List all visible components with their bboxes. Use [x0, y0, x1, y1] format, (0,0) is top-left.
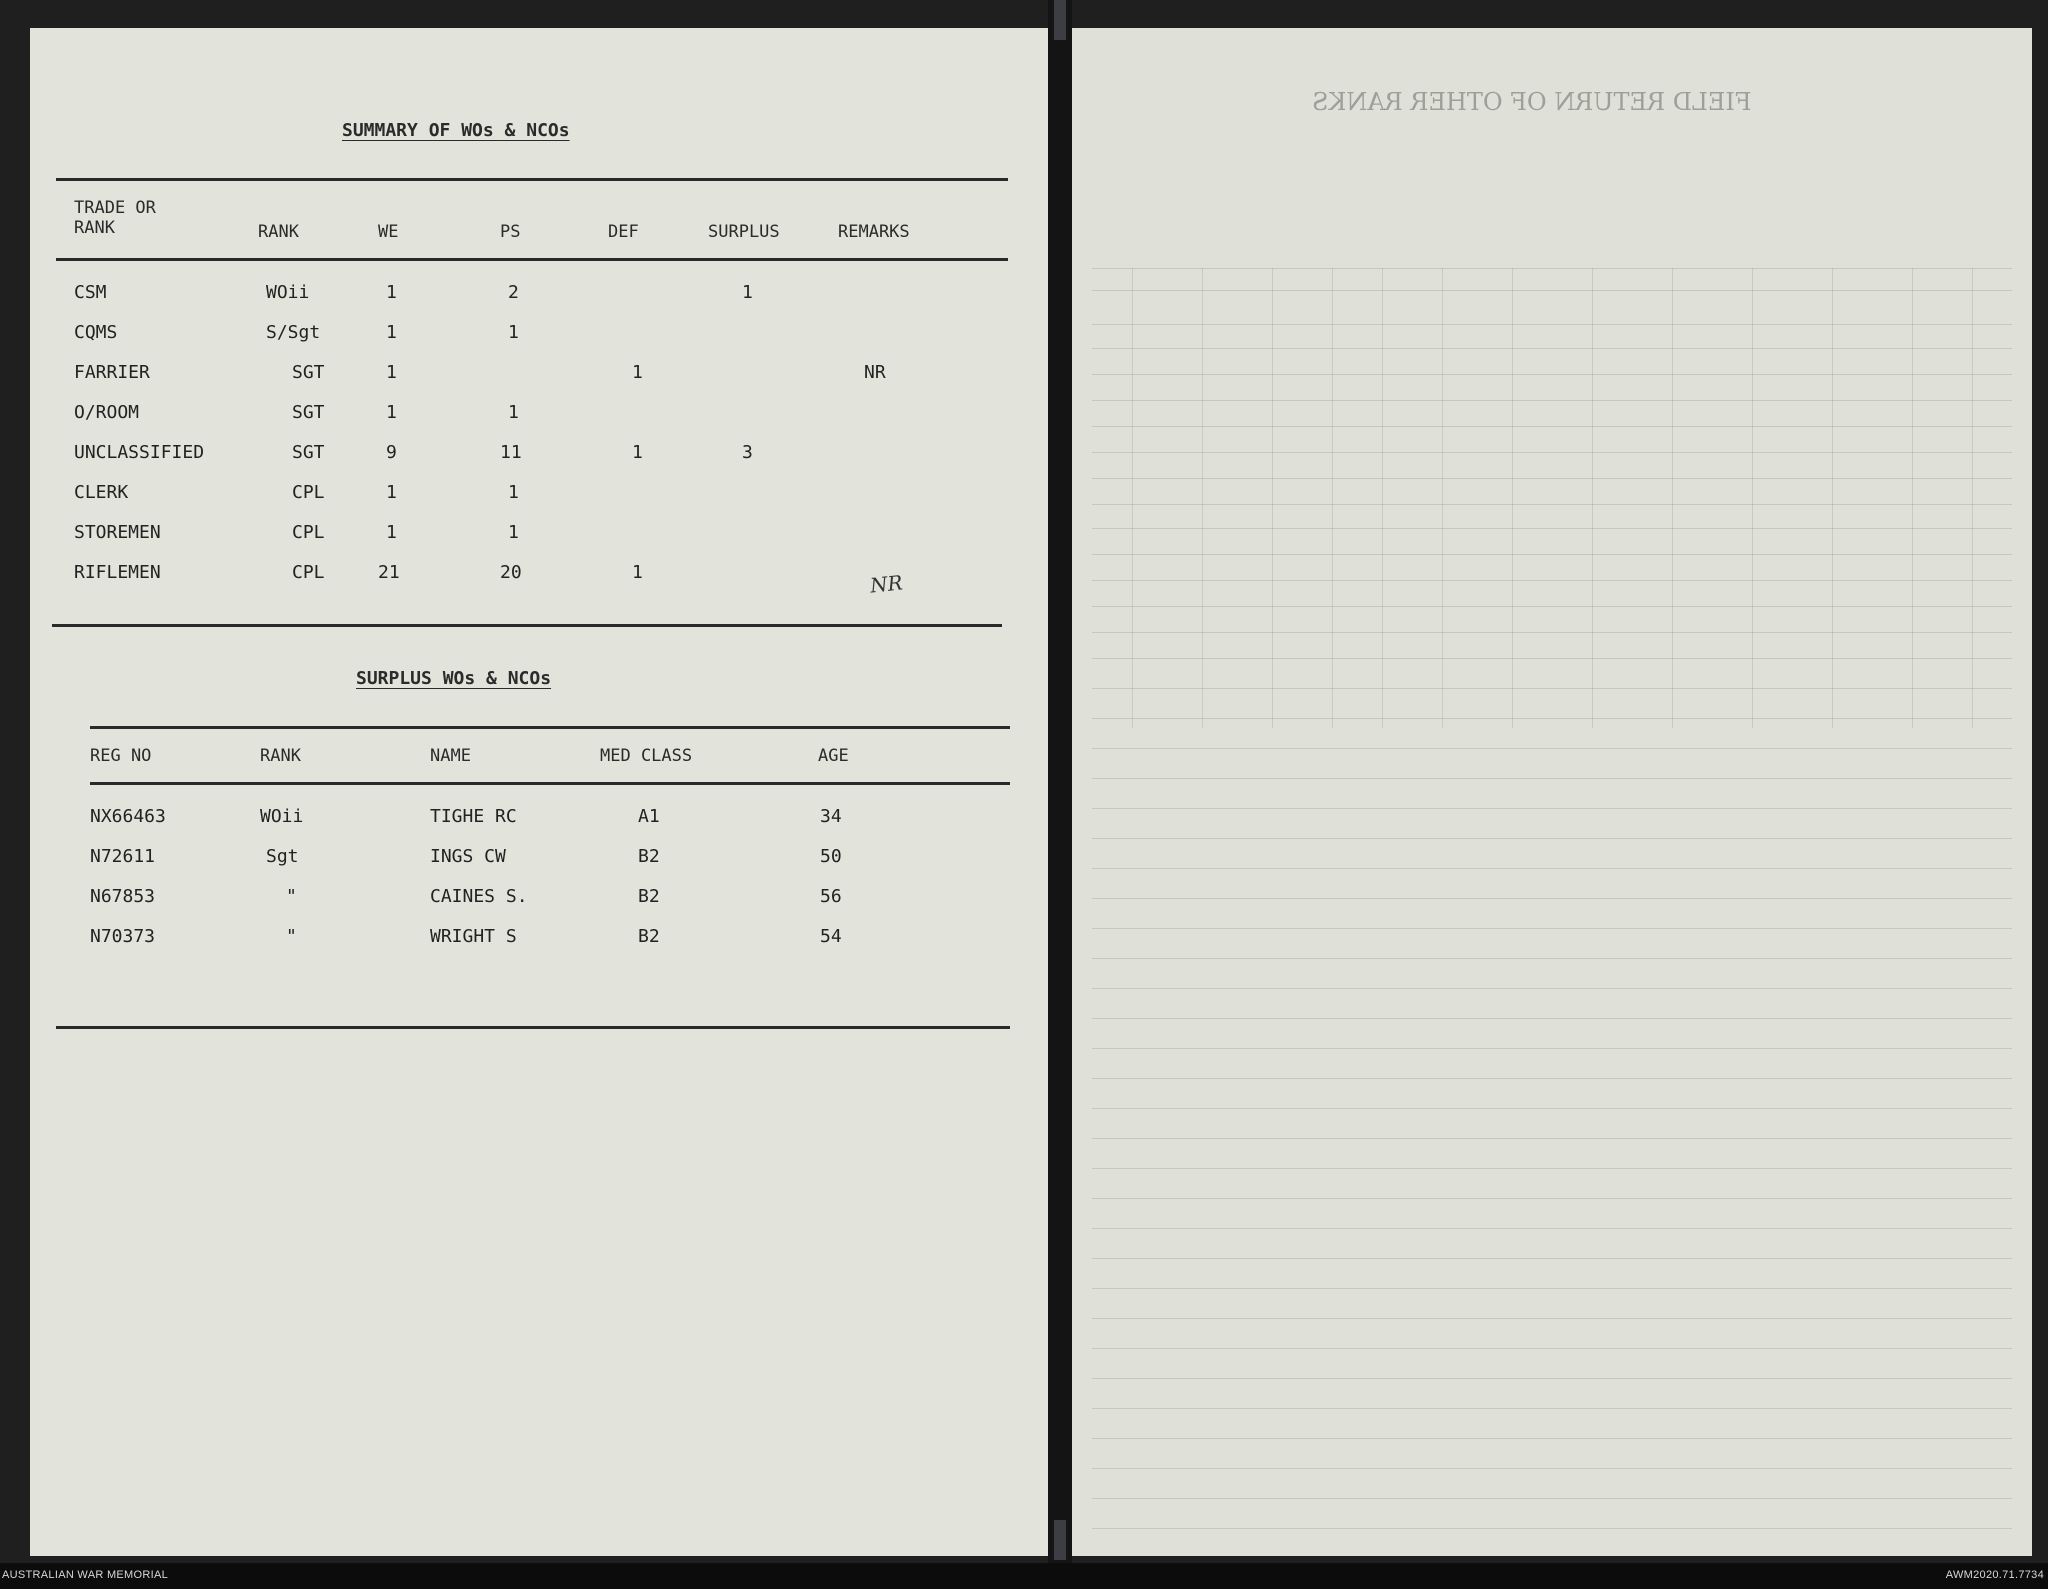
surplus-top-rule: [90, 726, 1010, 729]
form-column-line: [1272, 268, 1273, 728]
regno-cell: N67853: [90, 886, 156, 907]
we-cell: 1: [386, 522, 397, 543]
name-cell: CAINES S.: [430, 886, 528, 907]
form-column-line: [1972, 268, 1973, 728]
summary-header-rule: [56, 258, 1008, 261]
form-rule-line: [1092, 1228, 2012, 1229]
ps-cell: 11: [500, 442, 522, 463]
form-rule-line: [1092, 718, 2012, 719]
rank-cell: CPL: [292, 482, 325, 503]
ps-cell: 1: [508, 402, 519, 423]
trade-cell: RIFLEMEN: [74, 562, 161, 583]
right-page: [1072, 28, 2032, 1556]
trade-cell: CQMS: [74, 322, 118, 343]
rank-cell: WOii: [260, 806, 304, 827]
form-rule-line: [1092, 554, 2012, 555]
col-def-header: DEF: [608, 222, 639, 242]
trade-cell: STOREMEN: [74, 522, 161, 543]
age-cell: 54: [820, 926, 842, 947]
medclass-cell: B2: [638, 926, 660, 947]
form-rule-line: [1092, 1138, 2012, 1139]
regno-cell: N70373: [90, 926, 156, 947]
form-rule-line: [1092, 426, 2012, 427]
form-rule-line: [1092, 1018, 2012, 1019]
form-column-line: [1132, 268, 1133, 728]
trade-cell: O/ROOM: [74, 402, 140, 423]
age-cell: 50: [820, 846, 842, 867]
footer-accession: AWM2020.71.7734: [1945, 1569, 2044, 1581]
name-cell: TIGHE RC: [430, 806, 517, 827]
rank-cell: SGT: [292, 362, 325, 383]
form-rule-line: [1092, 1048, 2012, 1049]
summary-top-rule: [56, 178, 1008, 181]
trade-cell: CSM: [74, 282, 107, 303]
we-cell: 21: [378, 562, 400, 583]
age-cell: 34: [820, 806, 842, 827]
form-column-line: [1332, 268, 1333, 728]
form-rule-line: [1092, 528, 2012, 529]
form-rule-line: [1092, 808, 2012, 809]
form-rule-line: [1092, 988, 2012, 989]
form-rule-line: [1092, 504, 2012, 505]
form-rule-line: [1092, 1438, 2012, 1439]
ps-cell: 1: [508, 322, 519, 343]
form-column-line: [1592, 268, 1593, 728]
form-column-line: [1512, 268, 1513, 728]
form-column-line: [1202, 268, 1203, 728]
rank-cell: SGT: [292, 442, 325, 463]
form-rule-line: [1092, 452, 2012, 453]
form-rule-line: [1092, 478, 2012, 479]
footer-institution: AUSTRALIAN WAR MEMORIAL: [2, 1569, 169, 1581]
surplus-header-rule: [90, 782, 1010, 785]
form-column-line: [1382, 268, 1383, 728]
rank-cell: SGT: [292, 402, 325, 423]
col-rank-header: RANK: [260, 746, 301, 766]
col-trade-header: TRADE OR RANK: [74, 198, 156, 238]
ps-cell: 2: [508, 282, 519, 303]
col-regno-header: REG NO: [90, 746, 152, 766]
rank-cell: CPL: [292, 562, 325, 583]
form-rule-line: [1092, 580, 2012, 581]
col-name-header: NAME: [430, 746, 471, 766]
form-rule-line: [1092, 868, 2012, 869]
form-rule-line: [1092, 898, 2012, 899]
trade-cell: UNCLASSIFIED: [74, 442, 205, 463]
handwritten-remark: NR: [868, 570, 904, 598]
binding-strip-top: [1054, 0, 1066, 40]
rank-cell: Sgt: [266, 846, 299, 867]
col-we-header: WE: [378, 222, 399, 242]
form-rule-line: [1092, 778, 2012, 779]
form-column-line: [1912, 268, 1913, 728]
surplus-cell: 1: [742, 282, 753, 303]
form-column-line: [1442, 268, 1443, 728]
rank-cell: ": [286, 886, 297, 907]
form-rule-line: [1092, 606, 2012, 607]
form-rule-line: [1092, 1498, 2012, 1499]
form-rule-line: [1092, 1528, 2012, 1529]
form-rule-line: [1092, 632, 2012, 633]
summary-title: SUMMARY OF WOs & NCOs: [342, 120, 570, 141]
form-rule-line: [1092, 348, 2012, 349]
we-cell: 1: [386, 282, 397, 303]
form-column-line: [1672, 268, 1673, 728]
col-surplus-header: SURPLUS: [708, 222, 780, 242]
form-rule-line: [1092, 400, 2012, 401]
we-cell: 1: [386, 402, 397, 423]
form-rule-line: [1092, 324, 2012, 325]
form-rule-line: [1092, 1408, 2012, 1409]
col-remarks-header: REMARKS: [838, 222, 910, 242]
regno-cell: N72611: [90, 846, 156, 867]
form-rule-line: [1092, 688, 2012, 689]
rank-cell: WOii: [266, 282, 310, 303]
medclass-cell: B2: [638, 846, 660, 867]
form-rule-line: [1092, 290, 2012, 291]
regno-cell: NX66463: [90, 806, 166, 827]
form-rule-line: [1092, 1258, 2012, 1259]
col-ps-header: PS: [500, 222, 521, 242]
form-rule-line: [1092, 1168, 2012, 1169]
def-cell: 1: [632, 562, 643, 583]
form-rule-line: [1092, 1318, 2012, 1319]
form-rule-line: [1092, 1078, 2012, 1079]
form-rule-line: [1092, 1468, 2012, 1469]
ps-cell: 1: [508, 482, 519, 503]
we-cell: 1: [386, 482, 397, 503]
binding-strip-bottom: [1054, 1520, 1066, 1560]
surplus-bottom-rule: [56, 1026, 1010, 1029]
archive-footer: [0, 1563, 2048, 1589]
form-rule-line: [1092, 748, 2012, 749]
ps-cell: 1: [508, 522, 519, 543]
form-rule-line: [1092, 1288, 2012, 1289]
form-rule-line: [1092, 658, 2012, 659]
book-binding: [1048, 0, 1072, 1589]
we-cell: 1: [386, 322, 397, 343]
form-column-line: [1832, 268, 1833, 728]
col-rank-header: RANK: [258, 222, 299, 242]
form-rule-line: [1092, 928, 2012, 929]
medclass-cell: A1: [638, 806, 660, 827]
def-cell: 1: [632, 442, 643, 463]
rank-cell: S/Sgt: [266, 322, 321, 343]
we-cell: 9: [386, 442, 397, 463]
form-rule-line: [1092, 1348, 2012, 1349]
ps-cell: 20: [500, 562, 522, 583]
form-rule-line: [1092, 838, 2012, 839]
trade-cell: CLERK: [74, 482, 129, 503]
trade-cell: FARRIER: [74, 362, 150, 383]
we-cell: 1: [386, 362, 397, 383]
col-medclass-header: MED CLASS: [600, 746, 693, 766]
def-cell: 1: [632, 362, 643, 383]
surplus-cell: 3: [742, 442, 753, 463]
form-rule-line: [1092, 1378, 2012, 1379]
form-title-bleed: FIELD RETURN OF OTHER RANKS: [1312, 88, 1752, 116]
summary-bottom-rule: [52, 624, 1002, 627]
rank-cell: ": [286, 926, 297, 947]
surplus-title: SURPLUS WOs & NCOs: [356, 668, 552, 689]
left-page: [30, 28, 1048, 1556]
name-cell: WRIGHT S: [430, 926, 517, 947]
form-rule-line: [1092, 374, 2012, 375]
name-cell: INGS CW: [430, 846, 506, 867]
rank-cell: CPL: [292, 522, 325, 543]
medclass-cell: B2: [638, 886, 660, 907]
form-rule-line: [1092, 1198, 2012, 1199]
form-rule-line: [1092, 1108, 2012, 1109]
form-rule-line: [1092, 268, 2012, 269]
age-cell: 56: [820, 886, 842, 907]
remarks-cell: NR: [864, 362, 886, 383]
form-rule-line: [1092, 958, 2012, 959]
form-column-line: [1752, 268, 1753, 728]
col-age-header: AGE: [818, 746, 849, 766]
